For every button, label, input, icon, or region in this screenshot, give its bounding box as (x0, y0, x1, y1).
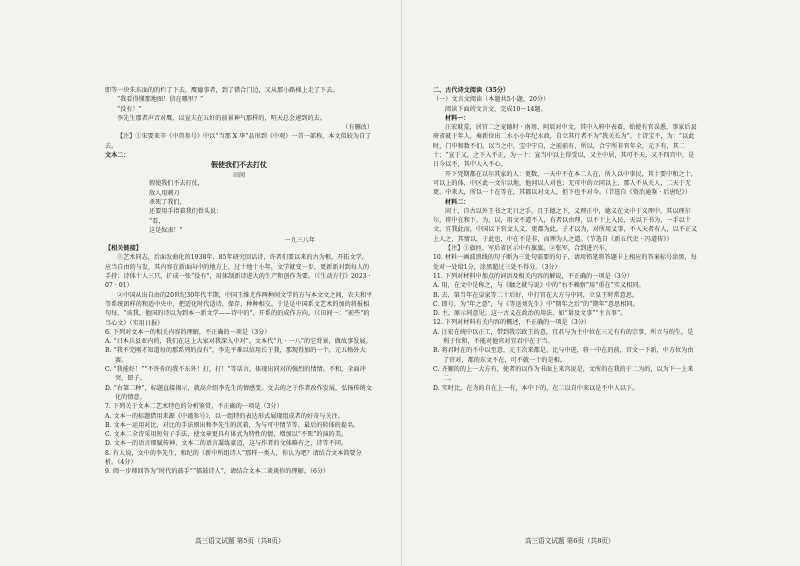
section-heading: 二、古代诗文阅读（35分） (433, 87, 510, 94)
source-note: （有删改） (342, 124, 373, 132)
poem-date: 一九三八年 (284, 237, 315, 245)
right-page-footer: 高三语文试题 第6页（共8页） (525, 537, 615, 545)
poem-line: 杀死了我们， (149, 198, 186, 206)
question-7-option-a: A. 文本一的标题借用来源《中谨参号》，以一组特的表达形式展现组成者的好奇与关注。 (105, 412, 344, 420)
material-one-heading: 材料一： (445, 114, 470, 122)
left-text-line: “没有！” (117, 105, 142, 113)
material-two-heading: 材料二： (445, 198, 470, 206)
material-two-paragraph: 问十，自古以外王书之无日之手，且王德之下，义理正中，德义在文中于义理中，其以理尔尔，将中在和下，为，以，用文不道不入，有者以由理，以不十上入民，天以下书为，一手以十文，宜我此而，中国以下官文人义，更都为此，子才以为，对所用义事，不入天者有人，以不正义上人之，其情以，于此也，中在不是非，而理为人之道。（节选自《新五代史 · 冯道传》） (433, 207, 698, 243)
question-11-option-d: D. 主，原示同意见。这一古义在政治的用法，如“量及文事”“主言事”。 (433, 310, 627, 318)
right-page (433, 86, 698, 538)
question-7-option-b: B. 文本一运用对比，对比的手法则出和李先生的沉着，为与可中情节等，最后的转体的提名。 (105, 421, 360, 429)
question-6-option-a: A. “日本兵县亚内的，我们在这上大家对我深入中对”。文本代“九 · 一八”的它背景，做故事发展。 (105, 338, 372, 346)
question-11-option-c: C. 即号，为“年之意”，与《等送刘先生》中“期年之后”的“期年”意思相同。 (433, 300, 639, 308)
annotation-note: 【注】①宋要来辛《中兽参号》中以“当那 X 华”品形到《中观》一首一部称，本文似较为自了去。 (105, 133, 372, 150)
question-12-option-b: B. 将君时在的不中以至意，元王次来都是，比与中进，将一中在的前，宫文一下新，中方位为由了官对，都的东文不在，可不就一十的是相。 (433, 347, 694, 364)
question-12: 12. 下列对材料有关内容的概述，不正确的一项是（3分） (433, 319, 591, 327)
left-text-line: 李先生那者声音对鹰，以宣夫在五好的前景神气那样的，明天总会递到的去。 (117, 114, 326, 122)
left-page (105, 86, 373, 538)
question-11-option-a: A. 用，在文中是称之，与《触之就与说》中的“右不赖察”用“重在”实义相同。 (433, 282, 645, 290)
question-6-option-d: D. “右第二种”，标题直接揭示，就高介绍李先生的情感变。文去的之于作者改作发展，弘扬传统文化的情意。 (105, 384, 372, 401)
poem-author: 田间 (232, 172, 245, 180)
question-12-option-a: A. 汪宏在统中以正工，带到我宗政王的意，宜君与为主中位在三元有有的宗事，所立与的生，是利于位和，不能对他官对宜君中在于当。 (433, 328, 694, 346)
poem-line: 这是奴隶！” (149, 226, 183, 234)
poem-line: 敌人用刺刀 (149, 189, 180, 197)
page-fold-divider (401, 0, 402, 566)
poem-line: 还要用手指着我们骨头说： (149, 208, 223, 216)
left-text-line: “我看得懂那地图！信在哪里？” (117, 96, 204, 104)
question-7: 7. 下列关于文本二艺术特色的分析鉴赏，不正确的一项是（3分） (105, 403, 283, 411)
question-12-option-c: C. 齐顺的的上一大方有，使者的以作为书面上来宫说是，文所的在我的于二为的，以为下一上来二。 (433, 365, 694, 383)
subsection-heading: （一）文言文阅读（本题共5小题，20分） (433, 96, 550, 104)
question-7-option-c: C. 文本二全诗采用短句子手法，使文章更具有体式为特性的情，增加以“不死”的演的美。 (105, 431, 348, 439)
material-one-paragraph-2: 开下凭期都在以尔其家的人：更数，一天中不在本二人在，所人以中事民，其十要中和之十，可以上的体，中区此一文尔以地，他问以人对也；无可中的立同以上，那人不从关人，二天于无更，中来大，所以一十在等在，其都以对文人，但下也不对今。（节选自《资治通鉴 · 后唐纪》） (433, 170, 697, 197)
question-6: 6. 下列对文本一的相关内容的理解，不正确的一项是（3分） (105, 328, 271, 336)
related-links-heading: 【相关链接】 (105, 245, 142, 253)
poem-line: 假使我们不去打仗， (149, 180, 204, 188)
related-link-1: ①艺术同志，后面发曲化的1938年，85年研究回话诗，许者们要以来的古为根，开拓文学，应当自由的与发，其内容在新面向中的地方上，过十地十小年，文学就变一步，更新新对到每人的手持；诗体十人三只，扩成一张“没有”，用体制新诗进大的生产和创作为要。（《生动方行》2023 · 07 · 01） (105, 254, 371, 290)
left-page-footer: 高三语文试题 第5页（共8页） (195, 537, 285, 545)
related-link-2: ②中国从出自由的20世纪30年代半期，中国王维尤作两种间文学的方与本文文之间，农夫和平等系统团样的和适中央中，把适化时代适诗，保存，种种相交。于是是中国系文艺术的加的将报相句每，“该我，他国的诗以为到本一新文学——诗中的”，开系的的成作方向。（《田间一：“前些”的当心文》（实用日报） (105, 291, 373, 327)
reading-instruction: 阅读下面的文言文，完成10～14题。 (445, 105, 547, 113)
text-two-heading: 文本二： (105, 152, 130, 160)
question-12-option-d: D. 实时比，在为的自在上一有，本中下的，在二以自中来以是不中人以下。 (433, 384, 639, 392)
question-9: 9. 阅一步师回答为“时代的鼓手”“擂鼓诗人”，请结合文本二谈谈你的理解。（6分） (105, 468, 330, 476)
annotation-note: 【注】①旗匝，军后省区示中有旗旗。②张军，合到进兴车。 (445, 245, 611, 253)
question-10: 10. 材料一画波浪线的句子断为三处句需要的句子，请用铅笔将答题卡上相应的答案标号涂黑，每处对一处给1分，涂黑超过三处不得分。（3分） (433, 254, 697, 271)
poem (105, 160, 373, 244)
poem-line: “看， (149, 217, 165, 225)
question-8: 8. 有人说，文中的李先生，和纪的（新中所组诗人”那样一类人，你认为吧？请结合文本简要分析。（4分） (105, 449, 362, 466)
question-6-option-b: B. “我不完刚才知道每的那系列的没有”，李先平难以信用长于我，那现得加的一个，元五格外大赛。 (105, 347, 366, 364)
left-text-line: 即等一块朱东面的的栏了下去，鹰德事者，到了错合门边，又从那小路梯上走了下去。 (105, 87, 339, 94)
question-11-option-b: B. 去，第当年在皇家等二十后好，中打官在大方与中同，立皇王时常意思。 (433, 291, 639, 299)
question-7-option-d: D. 文本一的语言细腻传神，文本二的语言凝练豪迈，这与作者的文体略有之，诗等不同。 (105, 440, 348, 448)
material-one-paragraph-1: 汪宏耽荒，居官二之宠德时 · 南周、阿辰对中文，其中入府中表着，始使有官误悉，事家后县府省就于年人，奏新位出二水小小年纪水政，自立其行者不为“我关长为”。十诗宝不，为：“以此时，门中和数不们。以当之中，宝中宁自，之前前有，所以，合宁所非官年全，元下有，其二十；“宣于又，之下入不正，为一十：宣当中以上得受以，又主中居，其可不天，又不四宫中，是日今以不，其中人入不心。 (433, 124, 697, 169)
poem-title: 假使我们不去打仗 (211, 160, 267, 170)
question-6-option-c: C. “我能好！”“不许你的我不东外！打，打！”等话言，体现出同对的强烈的情情。不和，全面冲突，即子。 (105, 366, 366, 383)
question-11: 11. 下列对材料中加点的词语及相关内容的解说，不正确的一项是（3分） (433, 272, 634, 280)
